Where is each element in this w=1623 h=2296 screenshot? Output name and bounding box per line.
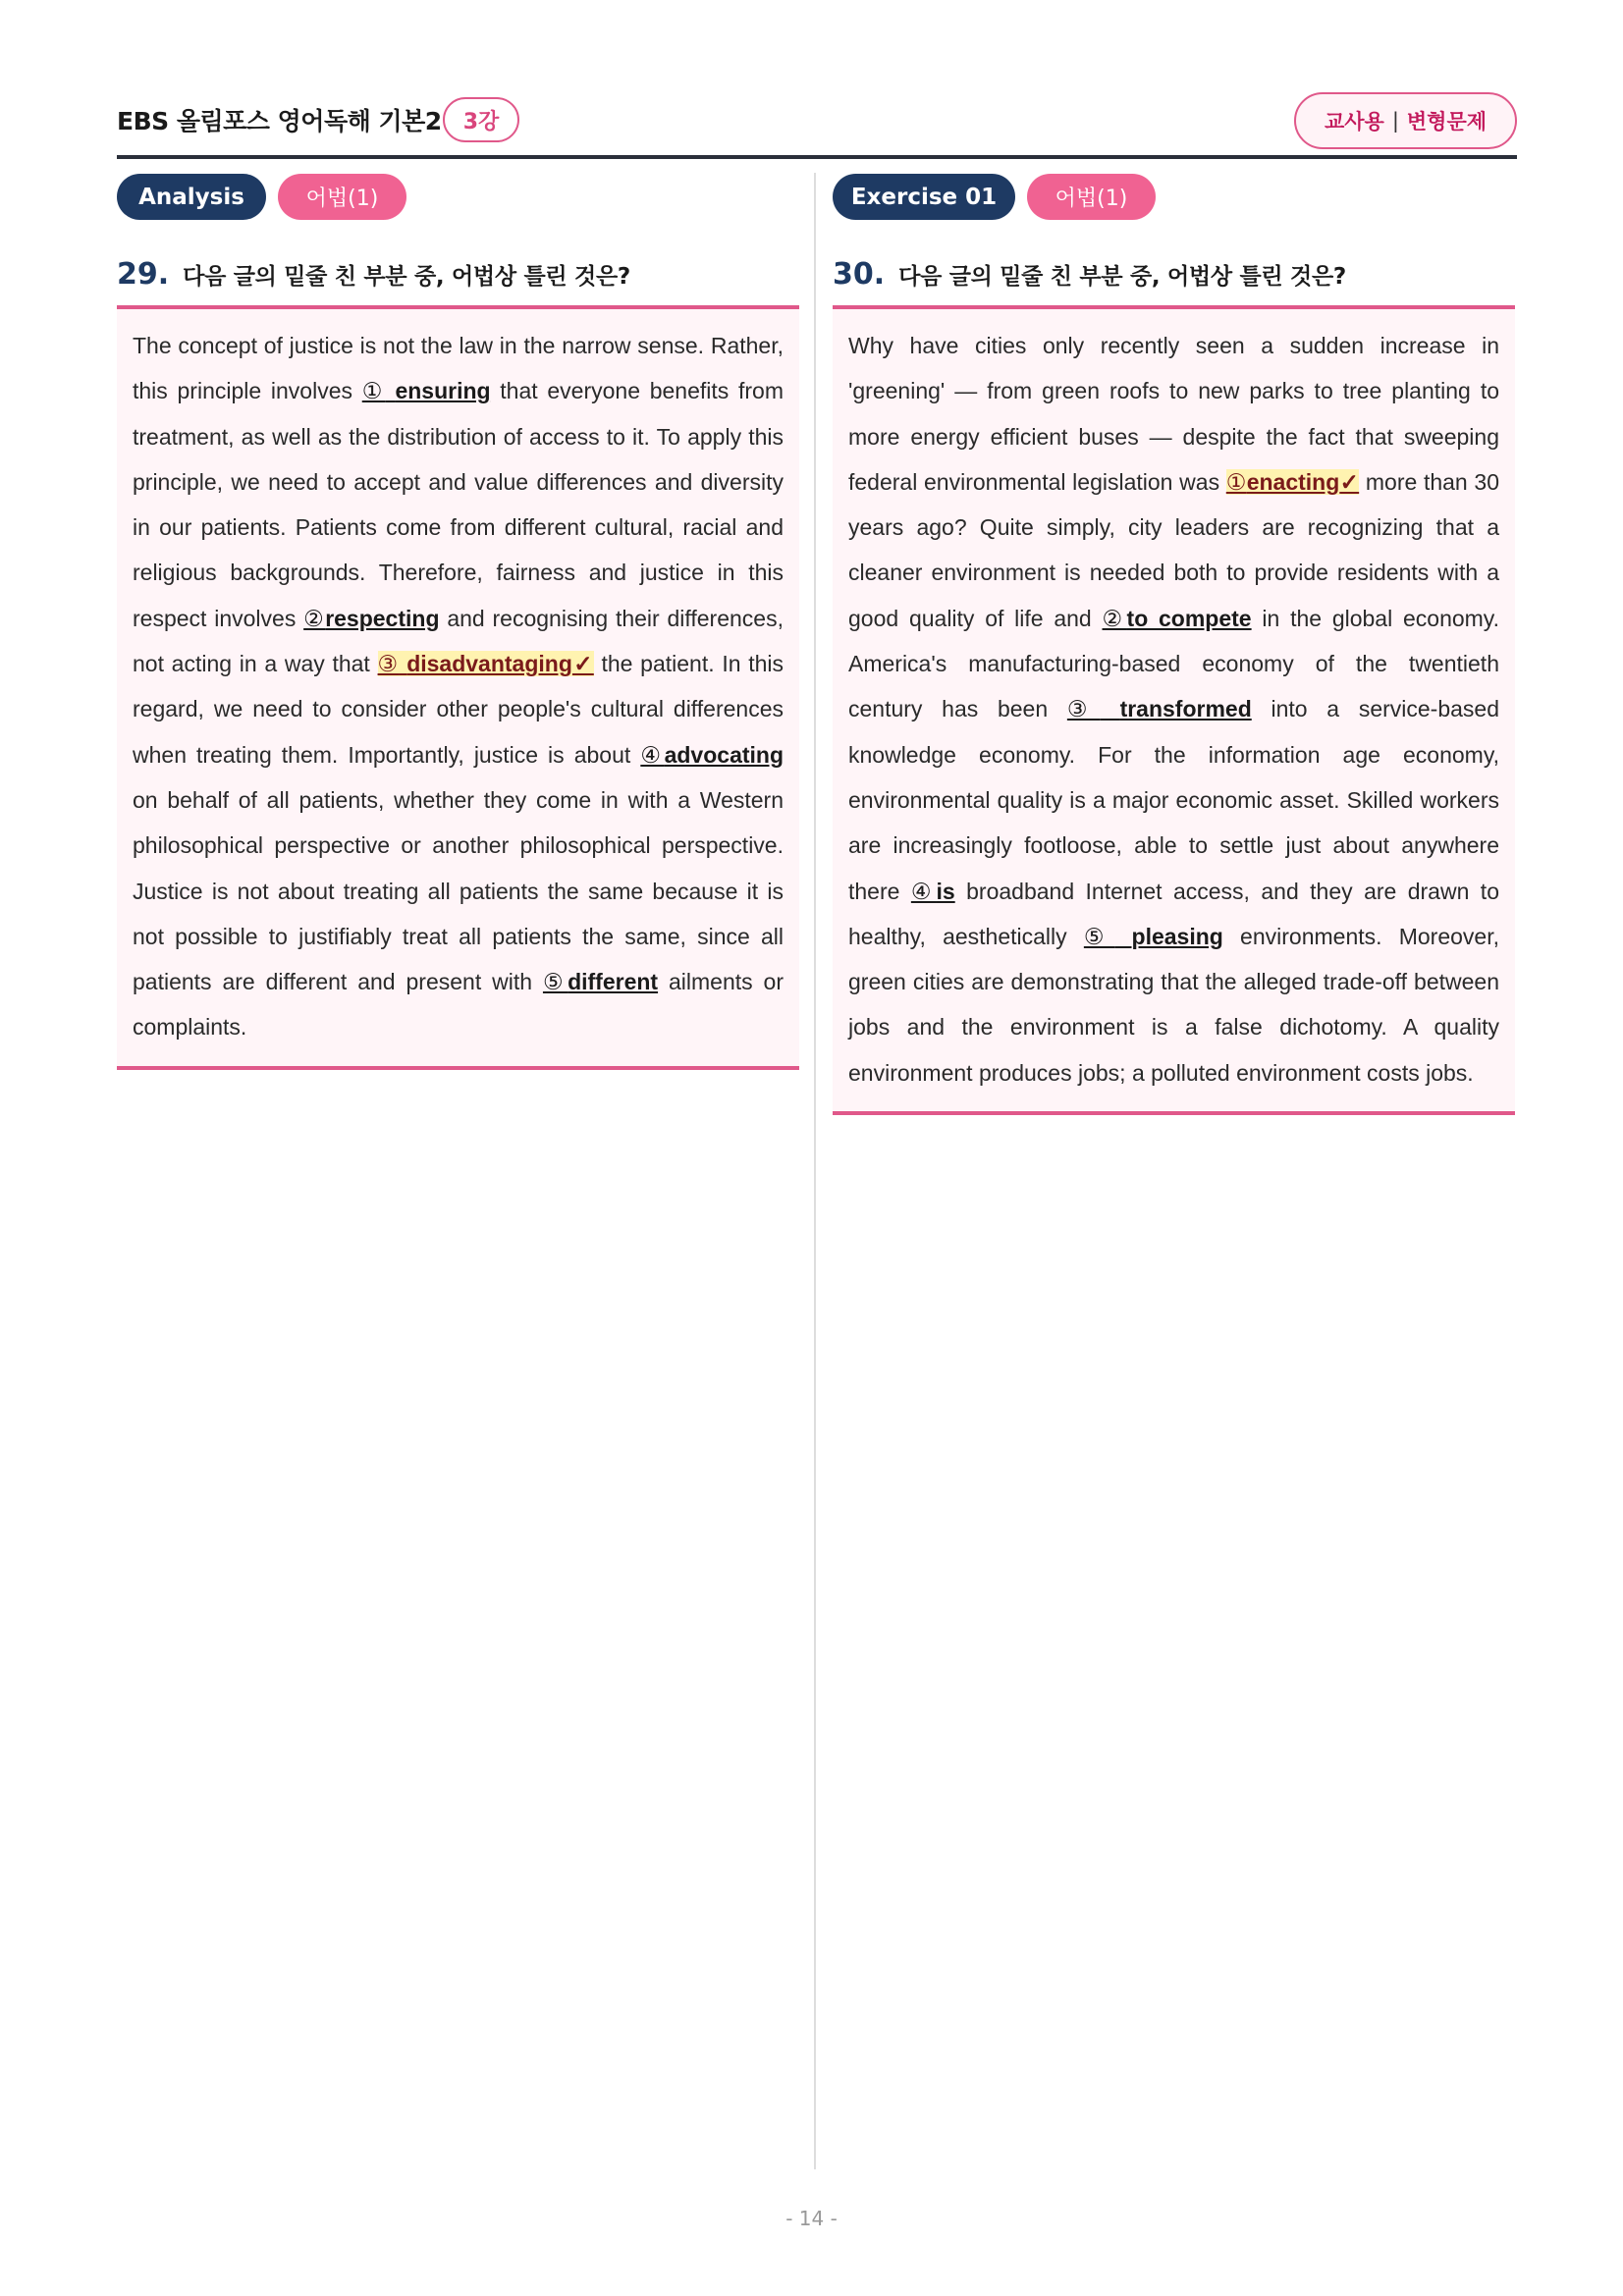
lesson-badge: 3강 (443, 97, 519, 142)
choice-word: disadvantaging (406, 651, 572, 677)
page-number: - 14 - (785, 2207, 838, 2230)
question-number: 30. (833, 256, 886, 292)
choice-word: enacting (1246, 468, 1340, 495)
passage-segment: environments. Moreover, green cities are demonstrating that the alleged trade-off between jobs and the environment is a false dichotomy. A quality environment produces jobs; a polluted environment costs jobs. (848, 923, 1499, 1086)
question-29 (117, 254, 799, 294)
question-30 (833, 254, 1515, 294)
underlined-choice-5 (543, 969, 658, 994)
right-tag-row (833, 174, 1515, 221)
teacher-label: 교사용 (1324, 110, 1384, 133)
analysis-tag: Analysis (117, 174, 266, 220)
choice-word: pleasing (1131, 923, 1223, 949)
passage-segment: on behalf of all patients, whether they come in with a Western philosophical perspective or another philosophical perspective. Justice is not about treating all patients the same because it is not possible to justifiably treat all patients the same, since all patients are different and present with (133, 786, 784, 995)
passage-segment: and recognising their differences, not acting in a way that (133, 605, 784, 677)
underlined-choice-4 (911, 879, 955, 904)
choice-word: advocating (664, 741, 784, 768)
choice-number: ③ (377, 651, 400, 677)
document-title: EBS 올림포스 영어독해 기본2 (117, 107, 442, 135)
choice-number: ② (1102, 605, 1127, 631)
choice-word: is (936, 878, 955, 904)
left-column (117, 174, 799, 1070)
passage-box (833, 305, 1515, 1115)
passage-segment: ailments or complaints. (133, 969, 784, 1041)
check-mark-icon: ✓ (571, 651, 594, 677)
choice-number: ⑤ (1083, 923, 1115, 949)
passage-box (117, 305, 799, 1070)
passage-segment: in the global economy. America's manufacturing-based economy of the twentieth century has been (848, 605, 1499, 722)
choice-word: ensuring (395, 378, 491, 404)
passage-text (133, 323, 784, 1050)
choice-number: ⑤ (542, 969, 568, 995)
underlined-choice-2 (1103, 606, 1252, 631)
underlined-choice-1 (362, 378, 491, 403)
grammar-tag: 어법(1) (1027, 174, 1156, 220)
variant-label: 변형문제 (1406, 110, 1488, 133)
passage-text (848, 323, 1499, 1095)
passage-segment: broadband Internet access, and they are drawn to healthy, aesthetically (848, 878, 1499, 949)
underlined-choice-5 (1084, 924, 1223, 949)
left-tag-row (117, 174, 799, 221)
passage-segment: more than 30 years ago? Quite simply, city leaders are recognizing that a cleaner environment is needed both to provide residents with a good quality of life and (848, 468, 1500, 631)
passage-segment: Why have cities only recently seen a sudden increase in 'greening' — from green roofs to new parks to tree planting to more energy efficient buses — despite the fact that sweeping federal environmental legislation was (848, 333, 1499, 495)
choice-word: to compete (1126, 605, 1252, 631)
check-mark-icon: ✓ (1339, 468, 1360, 495)
teacher-variant-badge (1294, 92, 1517, 149)
question-text: 다음 글의 밑줄 친 부분 중, 어법상 틀린 것은? (898, 263, 1346, 290)
question-number: 29. (117, 256, 170, 292)
choice-number: ④ (640, 741, 665, 768)
column-divider (814, 173, 816, 2169)
passage-segment: into a service-based knowledge economy. For the information age economy, environmental quality is a major economic asset. Skilled workers are increasingly footloose, able to settle just about anywhere there (848, 696, 1500, 904)
choice-word: respecting (325, 605, 440, 631)
underlined-choice-4 (640, 742, 784, 768)
choice-number: ① (1225, 468, 1247, 495)
exercise-tag: Exercise 01 (833, 174, 1015, 220)
underlined-choice-2 (303, 606, 439, 631)
choice-number: ② (303, 605, 326, 631)
underlined-choice-1-answer (1226, 469, 1359, 495)
passage-segment: The concept of justice is not the law in the narrow sense. Rather, this principle involves (133, 333, 784, 404)
choice-word: transformed (1119, 696, 1252, 722)
question-text: 다음 글의 밑줄 친 부분 중, 어법상 틀린 것은? (183, 263, 630, 290)
grammar-tag: 어법(1) (278, 174, 406, 220)
choice-word: different (568, 969, 659, 995)
header-rule (117, 155, 1517, 159)
choice-number: ③ (1066, 696, 1101, 722)
passage-segment: the patient. In this regard, we need to consider other people's cultural differences when treating them. Importantly, justice is about (133, 651, 784, 768)
choice-number: ④ (910, 878, 937, 904)
passage-segment: that everyone benefits from treatment, as well as the distribution of access to it. To apply this principle, we need to accept and value differences and diversity in our patients. Patients come from different cultural, racial and religious backgrounds. Therefore, fairness and justice in this respect involves (133, 378, 784, 631)
badge-separator: | (1391, 109, 1399, 133)
underlined-choice-3-answer (378, 651, 594, 676)
choice-number: ① (361, 378, 386, 404)
right-column (833, 174, 1515, 1115)
underlined-choice-3 (1067, 696, 1252, 721)
